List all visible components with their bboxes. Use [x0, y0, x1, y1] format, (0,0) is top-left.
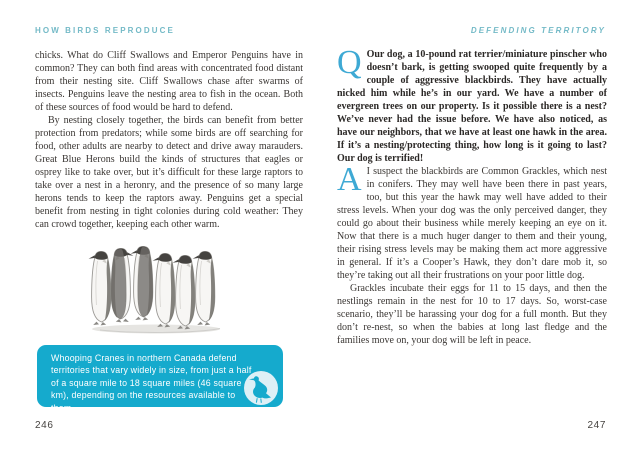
page-number-right: 247: [587, 420, 606, 431]
answer-paragraph-2: Grackles incubate their eggs for 11 to 15 days, and then the nestlings remain in the nest for 10 to 17 days. So, worst-case scenario, they’ll be harassing your dog for a full month. But they don’t re-nest, so when the babies at long last fledge and the families move on, your dog will be left in peace.: [337, 283, 607, 346]
running-header-left: HOW BIRDS REPRODUCE: [35, 26, 175, 35]
running-header-right: DEFENDING TERRITORY: [470, 26, 606, 35]
callout-text: Whooping Cranes in northern Canada defend territories that vary widely in size, from just a half of a square mile to 18 square miles (46 square km), depending on the resources available to them.: [51, 353, 252, 413]
page-number-left: 246: [35, 420, 54, 431]
answer-text: I suspect the blackbirds are Common Grackles, which nest in conifers. They may well have been there in past years, too, but this year the hawk may well have added to their stress levels. When your dog was the only perceived danger, they could go about their business while merely keeping an eye on it. Now that there is a much huger danger to them and their young, their rising stress levels may be making them act more aggressive in general. If it’s a Cooper’s Hawk, they don’t dare mob it, so they’re taking out all their frustrations on your poor little dog.: [337, 166, 607, 281]
question-text: Our dog, a 10-pound rat terrier/miniature pinscher who doesn’t bark, is getting swooped quite frequently by a couple of aggressive blackbirds. They have actually nicked him while he’s in our yard. We have a number of evergreen trees on our property. Is it possible there is a nest? We’ve never had the issue before. We have also noticed, as have our neighbors, that we have at least one hawk in the area. If it’s a nesting/protecting thing, how long is it going to last? Our dog is terrified!: [337, 49, 607, 164]
answer-dropcap: A: [337, 161, 362, 198]
fact-callout-box: [37, 345, 283, 413]
left-paragraph-1: chicks. What do Cliff Swallows and Emperor Penguins have in common? They can both find areas with concentrated food distant from their nesting site. Cliff Swallows chase after swarms of insects. Penguins leave the nesting area to fish in the ocean. Both of these sources of food would be hard to defend.: [35, 50, 303, 113]
emperor-penguins-illustration: [84, 238, 232, 340]
left-paragraph-2: By nesting closely together, the birds can benefit from better protection from predators; while some birds are off searching for food, other adults are nearby to detect and drive away marauders. Great Blue Herons build the kinds of structures that eagles or osprey like to take over, but it’s difficult for these large raptors to take over a nest in a heronry, and the presence of so many large herons tends to keep the raptors away. Penguins get a special benefit from nesting in tight colonies during cold weather: They can crowd together, keeping each other warm.: [35, 115, 303, 230]
whooping-crane-icon: [244, 371, 278, 405]
question-dropcap: Q: [337, 44, 362, 81]
answer-paragraph-1: [337, 161, 607, 282]
question-paragraph: [337, 44, 607, 165]
left-page-body: [35, 49, 303, 245]
right-page-body: [337, 44, 607, 347]
